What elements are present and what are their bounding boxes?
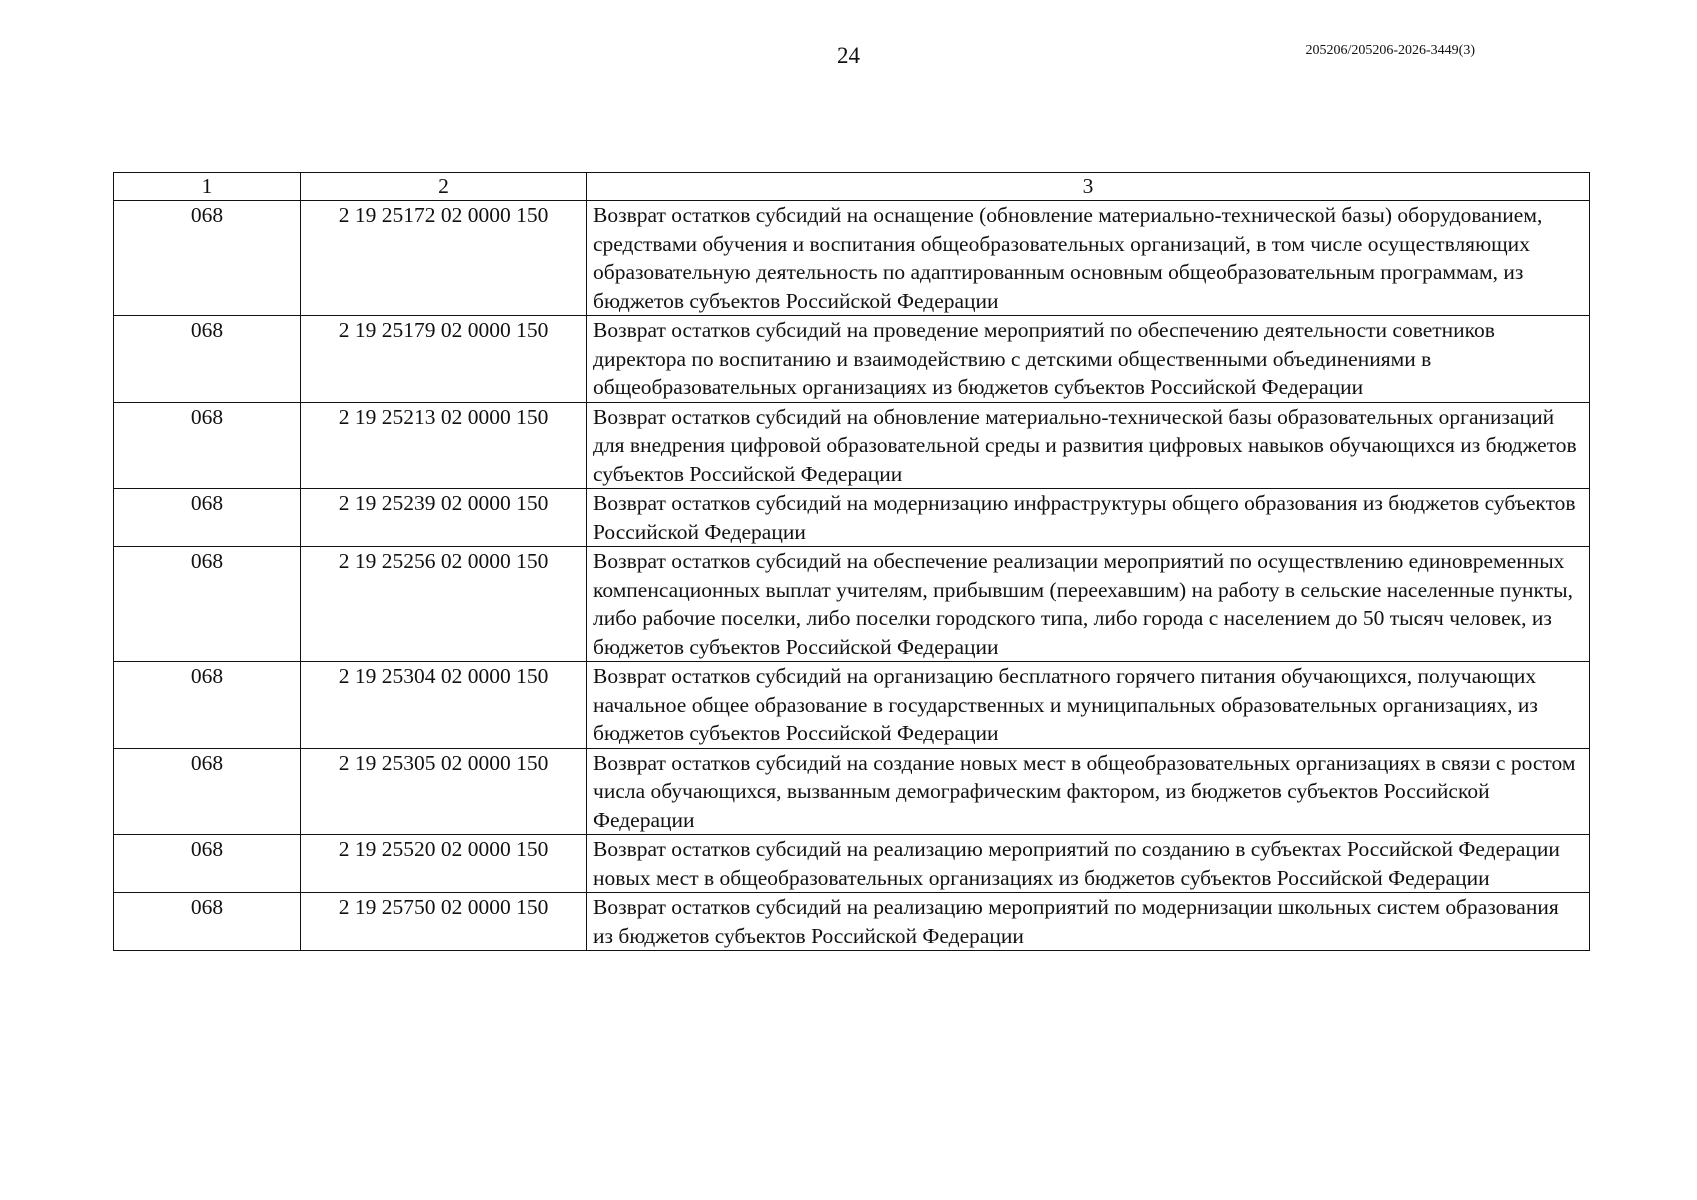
table-row: [114, 893, 1590, 951]
table-row: [114, 547, 1590, 662]
column-header-3: 3: [587, 173, 1590, 201]
kbk-cell: 2 19 25179 02 0000 150: [301, 316, 587, 403]
kbk-cell: 2 19 25172 02 0000 150: [301, 201, 587, 316]
table-row: [114, 201, 1590, 316]
admin-code-cell: 068: [114, 402, 301, 489]
admin-code-cell: 068: [114, 201, 301, 316]
description-cell: Возврат остатков субсидий на обновление материально-технической базы образовательных организаций для внедрения цифровой образовательной среды и развития цифровых навыков обучающихся из бюджетов субъектов Российской Федерации: [587, 402, 1590, 489]
kbk-cell: 2 19 25256 02 0000 150: [301, 547, 587, 662]
column-header-2: 2: [301, 173, 587, 201]
description-cell: Возврат остатков субсидий на создание новых мест в общеобразовательных организациях в связи с ростом числа обучающихся, вызванным демографическим фактором, из бюджетов субъектов Российской Федерации: [587, 748, 1590, 835]
kbk-cell: 2 19 25304 02 0000 150: [301, 662, 587, 749]
table-row: [114, 748, 1590, 835]
column-header-1: 1: [114, 173, 301, 201]
table-row: [114, 835, 1590, 893]
kbk-cell: 2 19 25213 02 0000 150: [301, 402, 587, 489]
table-row: [114, 489, 1590, 547]
kbk-cell: 2 19 25750 02 0000 150: [301, 893, 587, 951]
description-cell: Возврат остатков субсидий на организацию бесплатного горячего питания обучающихся, получающих начальное общее образование в государственных и муниципальных образовательных организациях, из бюджетов субъектов Российской Федерации: [587, 662, 1590, 749]
kbk-cell: 2 19 25520 02 0000 150: [301, 835, 587, 893]
description-cell: Возврат остатков субсидий на проведение мероприятий по обеспечению деятельности советников директора по воспитанию и взаимодействию с детскими общественными объединениями в общеобразовательных организациях из бюджетов субъектов Российской Федерации: [587, 316, 1590, 403]
admin-code-cell: 068: [114, 893, 301, 951]
budget-codes-table: [113, 172, 1590, 951]
document-code: 205206/205206-2026-3449(3): [1305, 43, 1475, 58]
admin-code-cell: 068: [114, 662, 301, 749]
admin-code-cell: 068: [114, 547, 301, 662]
description-cell: Возврат остатков субсидий на обеспечение реализации мероприятий по осуществлению единовременных компенсационных выплат учителям, прибывшим (переехавшим) на работу в сельские населенные пункты, либо рабочие поселки, либо поселки городского типа, либо города с населением до 50 тысяч человек, из бюджетов субъектов Российской Федерации: [587, 547, 1590, 662]
kbk-cell: 2 19 25239 02 0000 150: [301, 489, 587, 547]
admin-code-cell: 068: [114, 748, 301, 835]
table-header-row: [114, 173, 1590, 201]
kbk-cell: 2 19 25305 02 0000 150: [301, 748, 587, 835]
page-number: 24: [837, 43, 860, 68]
admin-code-cell: 068: [114, 489, 301, 547]
admin-code-cell: 068: [114, 316, 301, 403]
admin-code-cell: 068: [114, 835, 301, 893]
description-cell: Возврат остатков субсидий на оснащение (обновление материально-технической базы) оборудованием, средствами обучения и воспитания общеобразовательных организаций, в том числе осуществляющих образовательную деятельность по адаптированным основным общеобразовательным программам, из бюджетов субъектов Российской Федерации: [587, 201, 1590, 316]
table-row: [114, 662, 1590, 749]
table-row: [114, 402, 1590, 489]
description-cell: Возврат остатков субсидий на модернизацию инфраструктуры общего образования из бюджетов субъектов Российской Федерации: [587, 489, 1590, 547]
table-row: [114, 316, 1590, 403]
description-cell: Возврат остатков субсидий на реализацию мероприятий по созданию в субъектах Российской Федерации новых мест в общеобразовательных организациях из бюджетов субъектов Российской Федерации: [587, 835, 1590, 893]
description-cell: Возврат остатков субсидий на реализацию мероприятий по модернизации школьных систем образования из бюджетов субъектов Российской Федерации: [587, 893, 1590, 951]
